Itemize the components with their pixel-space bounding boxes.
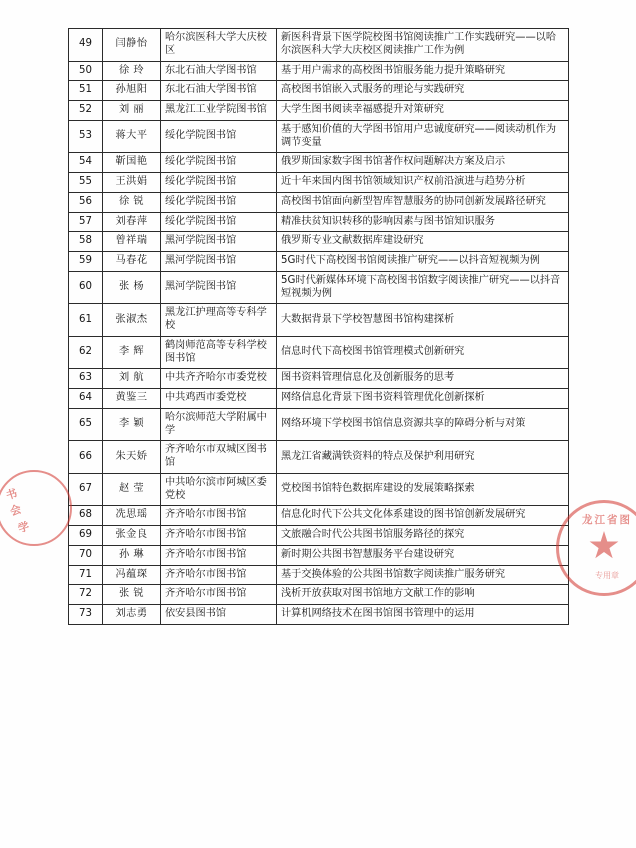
cell-number: 71 (69, 565, 103, 585)
cell-paper-title: 大数据背景下学校智慧图书馆构建探析 (277, 304, 569, 337)
cell-number: 60 (69, 271, 103, 304)
cell-paper-title: 信息化时代下公共文化体系建设的图书馆创新发展研究 (277, 506, 569, 526)
cell-organization: 黑河学院图书馆 (161, 232, 277, 252)
cell-number: 62 (69, 336, 103, 369)
table-row (69, 271, 569, 304)
cell-paper-title: 新时期公共图书智慧服务平台建设研究 (277, 545, 569, 565)
cell-organization: 黑河学院图书馆 (161, 271, 277, 304)
cell-organization: 绥化学院图书馆 (161, 173, 277, 193)
cell-number: 52 (69, 101, 103, 121)
cell-organization: 东北石油大学图书馆 (161, 81, 277, 101)
cell-paper-title: 计算机网络技术在图书馆图书管理中的运用 (277, 605, 569, 625)
cell-paper-title: 网络环境下学校图书馆信息资源共享的障碍分析与对策 (277, 408, 569, 441)
cell-name: 孙 琳 (103, 545, 161, 565)
cell-number: 54 (69, 153, 103, 173)
cell-paper-title: 5G时代下高校图书馆阅读推广研究——以抖音短视频为例 (277, 252, 569, 272)
cell-number: 50 (69, 61, 103, 81)
cell-name: 张 杨 (103, 271, 161, 304)
cell-organization: 齐齐哈尔市双城区图书馆 (161, 441, 277, 474)
cell-name: 张金良 (103, 526, 161, 546)
cell-number: 63 (69, 369, 103, 389)
cell-name: 冯蕴琛 (103, 565, 161, 585)
seal-right-arc-text: 龙江省图 (582, 514, 632, 526)
cell-organization: 绥化学院图书馆 (161, 120, 277, 153)
table-row (69, 120, 569, 153)
cell-number: 61 (69, 304, 103, 337)
cell-organization: 哈尔滨医科大学大庆校区 (161, 29, 277, 62)
cell-name: 蒋大平 (103, 120, 161, 153)
cell-number: 49 (69, 29, 103, 62)
cell-name: 刘 航 (103, 369, 161, 389)
cell-number: 66 (69, 441, 103, 474)
cell-organization: 黑龙江护理高等专科学校 (161, 304, 277, 337)
cell-name: 刘春萍 (103, 212, 161, 232)
cell-number: 55 (69, 173, 103, 193)
cell-name: 曾祥瑞 (103, 232, 161, 252)
table-row (69, 336, 569, 369)
cell-organization: 齐齐哈尔市图书馆 (161, 585, 277, 605)
cell-organization: 鹤岗师范高等专科学校图书馆 (161, 336, 277, 369)
table-row (69, 252, 569, 272)
table-row (69, 153, 569, 173)
cell-number: 51 (69, 81, 103, 101)
cell-organization: 黑龙江工业学院图书馆 (161, 101, 277, 121)
cell-paper-title: 大学生图书阅读幸福感提升对策研究 (277, 101, 569, 121)
cell-paper-title: 黑龙江省藏满铁资料的特点及保护利用研究 (277, 441, 569, 474)
cell-paper-title: 俄罗斯专业文献数据库建设研究 (277, 232, 569, 252)
table-row (69, 61, 569, 81)
cell-number: 65 (69, 408, 103, 441)
seal-left-char-2: 会 (8, 502, 23, 519)
table-row (69, 173, 569, 193)
cell-name: 李 辉 (103, 336, 161, 369)
cell-name: 徐 玲 (103, 61, 161, 81)
award-list-table (68, 28, 569, 625)
cell-organization: 齐齐哈尔市图书馆 (161, 506, 277, 526)
cell-number: 73 (69, 605, 103, 625)
cell-organization: 黑河学院图书馆 (161, 252, 277, 272)
cell-paper-title: 高校图书馆面向新型智库智慧服务的协同创新发展路径研究 (277, 192, 569, 212)
cell-organization: 中共鸡西市委党校 (161, 389, 277, 409)
table-row (69, 304, 569, 337)
cell-number: 59 (69, 252, 103, 272)
cell-organization: 东北石油大学图书馆 (161, 61, 277, 81)
table-row (69, 369, 569, 389)
table-row (69, 232, 569, 252)
cell-paper-title: 基于交换体验的公共图书馆数字阅读推广服务研究 (277, 565, 569, 585)
cell-number: 53 (69, 120, 103, 153)
cell-name: 孙旭阳 (103, 81, 161, 101)
cell-paper-title: 俄罗斯国家数字图书馆著作权问题解决方案及启示 (277, 153, 569, 173)
table-body (69, 29, 569, 625)
seal-left-char-3: 学 (16, 519, 31, 536)
cell-organization: 齐齐哈尔市图书馆 (161, 545, 277, 565)
table-row (69, 473, 569, 506)
cell-organization: 中共齐齐哈尔市委党校 (161, 369, 277, 389)
table-row (69, 192, 569, 212)
table-row (69, 441, 569, 474)
cell-paper-title: 网络信息化背景下图书资料管理优化创新探析 (277, 389, 569, 409)
cell-name: 张淑杰 (103, 304, 161, 337)
cell-paper-title: 图书资料管理信息化及创新服务的思考 (277, 369, 569, 389)
cell-paper-title: 高校图书馆嵌入式服务的理论与实践研究 (277, 81, 569, 101)
award-list-table-container (68, 28, 568, 625)
cell-paper-title: 基于用户需求的高校图书馆服务能力提升策略研究 (277, 61, 569, 81)
cell-name: 黄鉴三 (103, 389, 161, 409)
cell-paper-title: 浅析开放获取对图书馆地方文献工作的影响 (277, 585, 569, 605)
cell-organization: 绥化学院图书馆 (161, 153, 277, 173)
cell-paper-title: 新医科背景下医学院校图书馆阅读推广工作实践研究——以哈尔滨医科大学大庆校区阅读推广工作为例 (277, 29, 569, 62)
cell-organization: 哈尔滨师范大学附属中学 (161, 408, 277, 441)
table-row (69, 29, 569, 62)
cell-paper-title: 文旅融合时代公共图书馆服务路径的探究 (277, 526, 569, 546)
cell-number: 57 (69, 212, 103, 232)
cell-name: 闫静怡 (103, 29, 161, 62)
table-row (69, 408, 569, 441)
table-row (69, 605, 569, 625)
cell-name: 李 颖 (103, 408, 161, 441)
cell-name: 靳国艳 (103, 153, 161, 173)
cell-organization: 齐齐哈尔市图书馆 (161, 526, 277, 546)
cell-name: 刘志勇 (103, 605, 161, 625)
cell-paper-title: 精准扶贫知识转移的影响因素与图书馆知识服务 (277, 212, 569, 232)
table-row (69, 389, 569, 409)
cell-organization: 齐齐哈尔市图书馆 (161, 565, 277, 585)
cell-organization: 绥化学院图书馆 (161, 192, 277, 212)
cell-number: 67 (69, 473, 103, 506)
cell-name: 王洪娟 (103, 173, 161, 193)
table-row (69, 526, 569, 546)
cell-name: 冼思瑶 (103, 506, 161, 526)
table-row (69, 101, 569, 121)
cell-organization: 绥化学院图书馆 (161, 212, 277, 232)
cell-number: 70 (69, 545, 103, 565)
table-row (69, 81, 569, 101)
cell-number: 72 (69, 585, 103, 605)
star-icon (589, 531, 619, 561)
table-row (69, 565, 569, 585)
cell-paper-title: 信息时代下高校图书馆管理模式创新研究 (277, 336, 569, 369)
table-row (69, 212, 569, 232)
cell-name: 朱天娇 (103, 441, 161, 474)
cell-name: 刘 丽 (103, 101, 161, 121)
cell-name: 赵 莹 (103, 473, 161, 506)
cell-name: 马春花 (103, 252, 161, 272)
cell-number: 68 (69, 506, 103, 526)
seal-right-sub-text: 专用章 (595, 571, 619, 580)
cell-paper-title: 党校图书馆特色数据库建设的发展策略探索 (277, 473, 569, 506)
cell-number: 69 (69, 526, 103, 546)
seal-left-char-1: 书 (4, 486, 19, 503)
seal-stamp-left-icon (0, 470, 72, 546)
table-row (69, 585, 569, 605)
cell-paper-title: 基于感知价值的大学图书馆用户忠诚度研究——阅读动机作为调节变量 (277, 120, 569, 153)
cell-organization: 中共哈尔滨市阿城区委党校 (161, 473, 277, 506)
cell-name: 张 锐 (103, 585, 161, 605)
cell-number: 56 (69, 192, 103, 212)
cell-name: 徐 锐 (103, 192, 161, 212)
cell-paper-title: 5G时代新媒体环境下高校图书馆数字阅读推广研究——以抖音短视频为例 (277, 271, 569, 304)
cell-number: 58 (69, 232, 103, 252)
table-row (69, 545, 569, 565)
cell-number: 64 (69, 389, 103, 409)
cell-organization: 依安县图书馆 (161, 605, 277, 625)
cell-paper-title: 近十年来国内图书馆领域知识产权前沿演进与趋势分析 (277, 173, 569, 193)
table-row (69, 506, 569, 526)
